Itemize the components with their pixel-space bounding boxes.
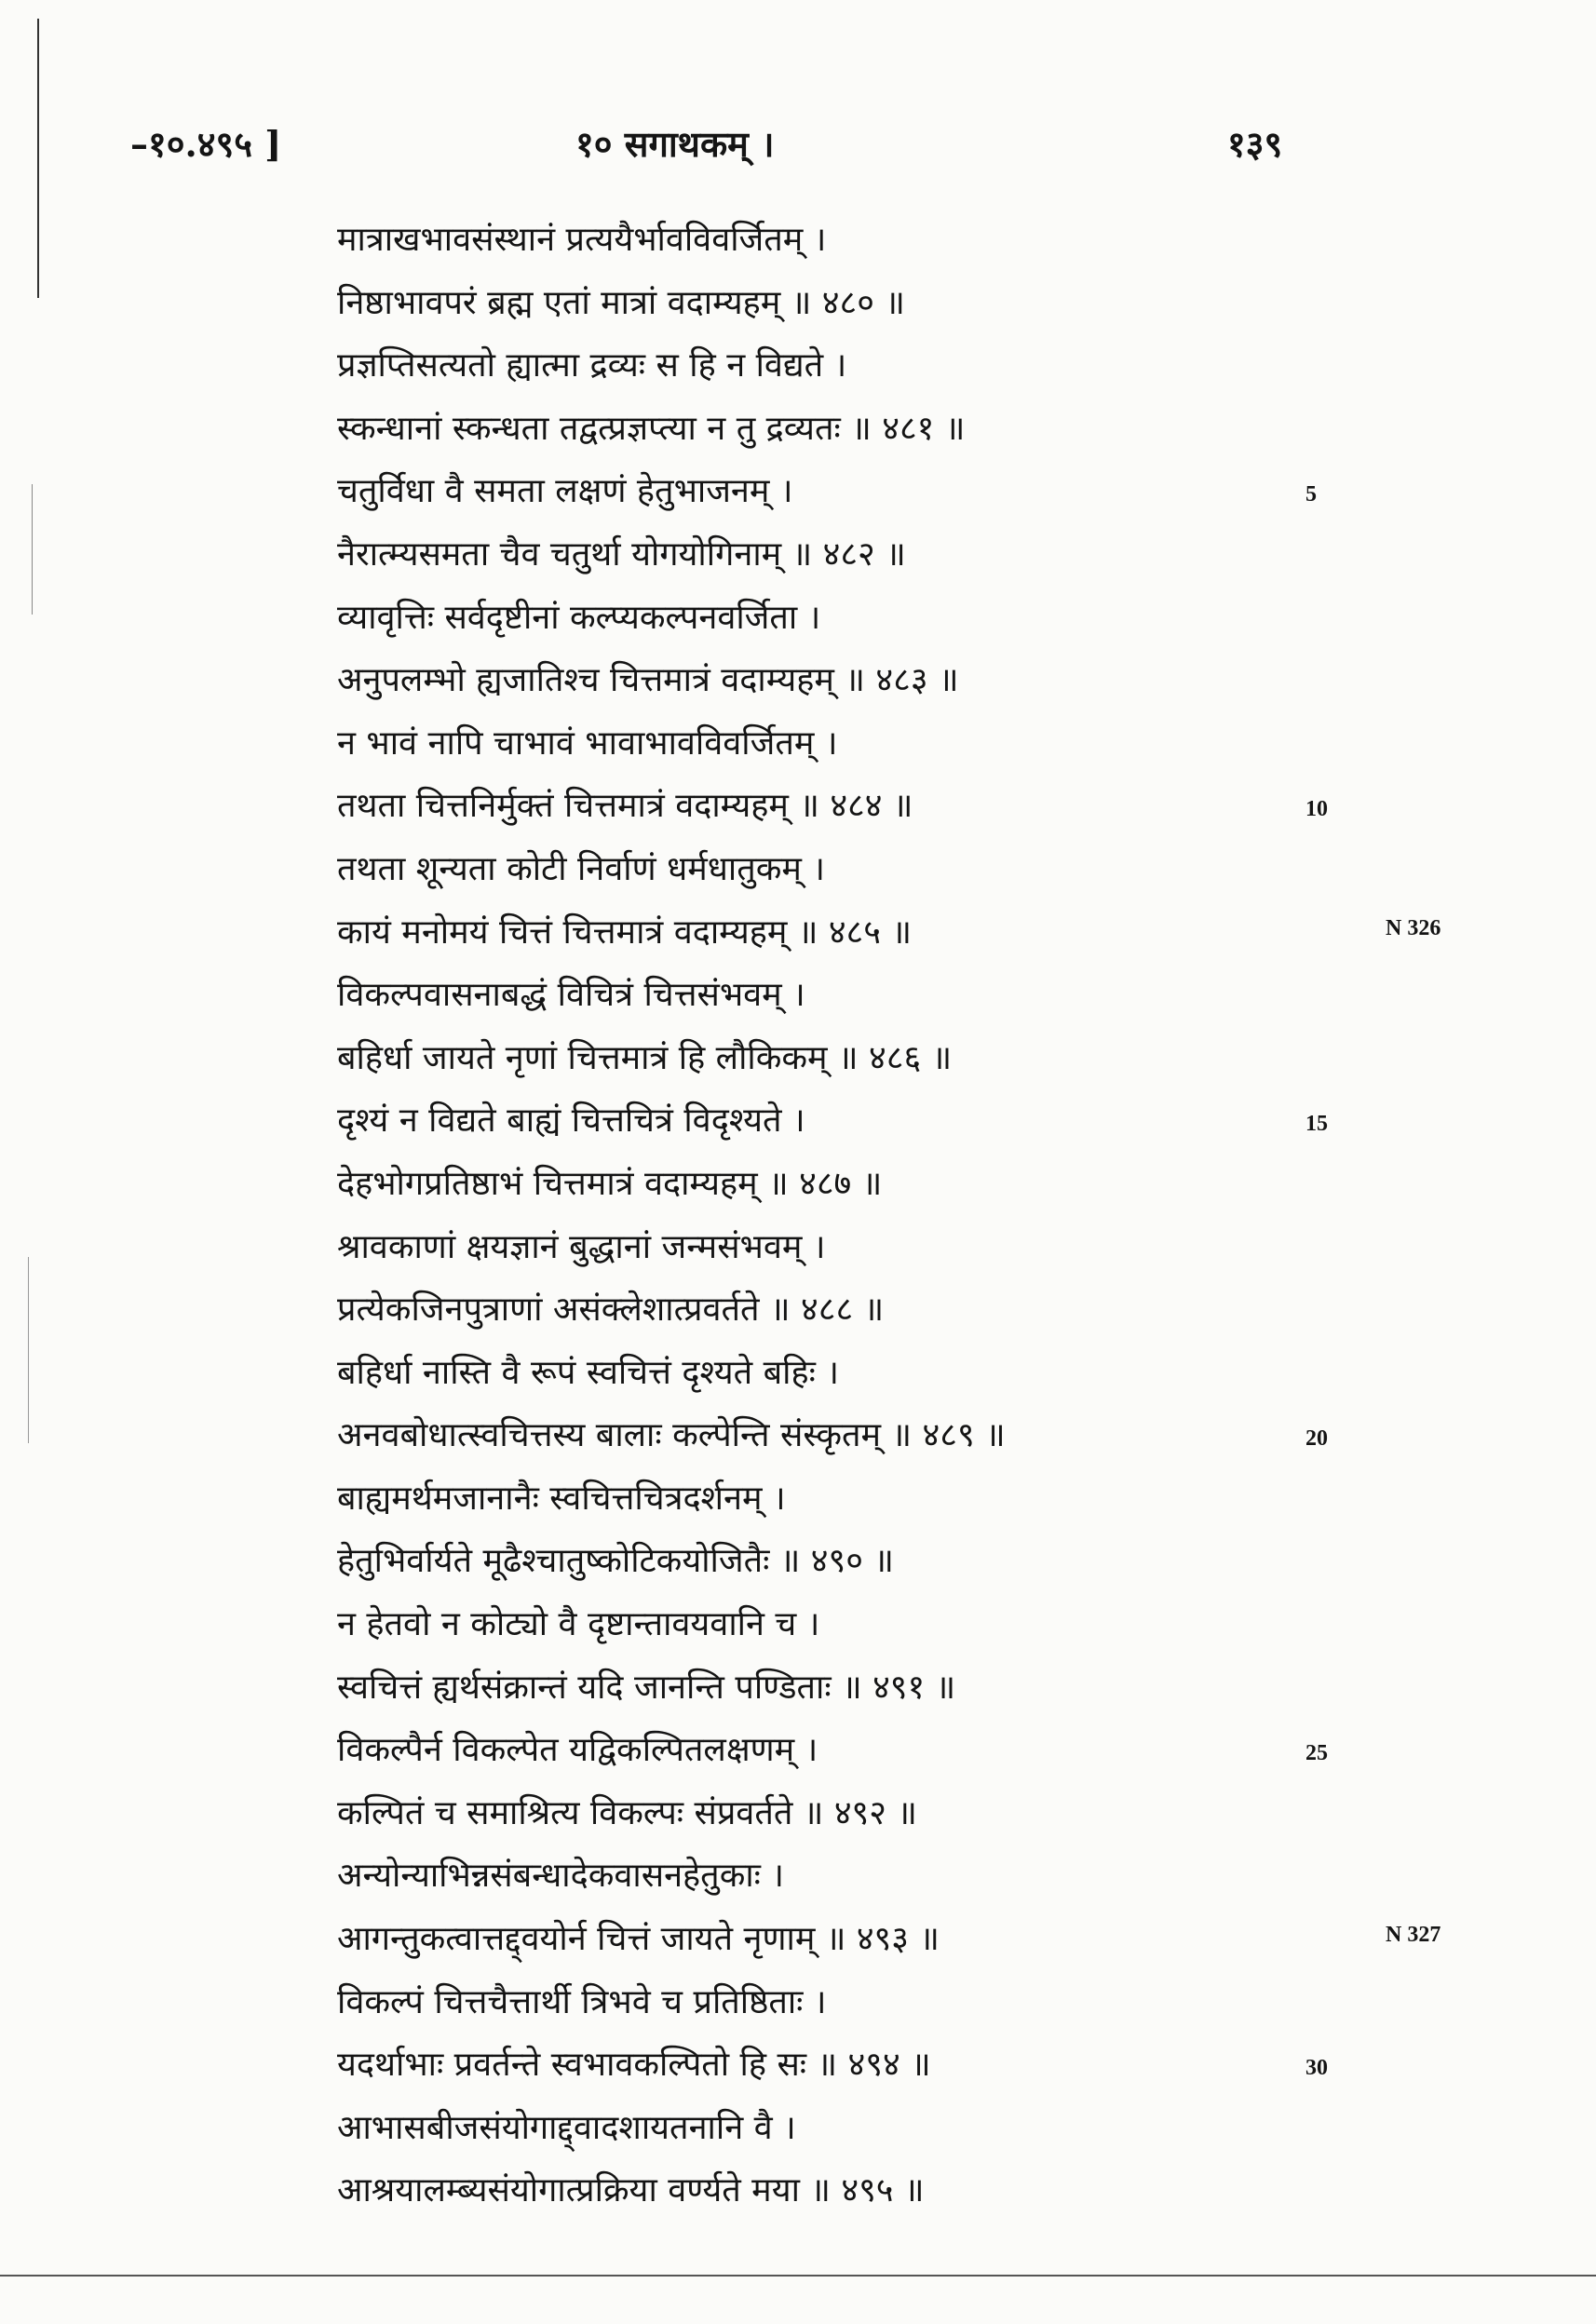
line-number: 15: [1305, 1112, 1328, 1137]
verse-line: व्यावृत्तिः सर्वदृष्टीनां कल्प्यकल्पनवर्जिता ।: [337, 598, 821, 637]
verse-line: अनुपलम्भो ह्यजातिश्च चित्तमात्रं वदाम्यहम् ॥ ४८३ ॥: [337, 661, 959, 700]
line-number: 30: [1305, 2056, 1328, 2081]
verse-line: श्रावकाणां क्षयज्ञानं बुद्धानां जन्मसंभवम् ।: [337, 1227, 826, 1266]
bottom-rule: [0, 2275, 1596, 2277]
verse-line: तथता चित्तनिर्मुक्तं चित्तमात्रं वदाम्यहम् ॥ ४८४ ॥: [337, 787, 913, 826]
verse-line: बहिर्धा नास्ति वै रूपं स्वचित्तं दृश्यते बहिः ।: [337, 1353, 839, 1392]
verse-line: प्रत्येकजिनपुत्राणां असंक्लेशात्प्रवर्तते ॥ ४८८ ॥: [337, 1290, 885, 1330]
margin-reference: N 327: [1386, 1923, 1441, 1948]
verse-line: न हेतवो न कोट्यो वै दृष्टान्तावयवानि च ।: [337, 1605, 820, 1644]
verse-line: अन्योन्याभिन्नसंबन्धादेकवासनहेतुकाः ।: [337, 1857, 785, 1896]
margin-reference: N 326: [1386, 915, 1441, 940]
line-number: 5: [1305, 482, 1317, 507]
verse-line: विकल्पैर्न विकल्पेत यद्विकल्पितलक्षणम् ।: [337, 1731, 818, 1770]
verse-line: कायं मनोमयं चित्तं चित्तमात्रं वदाम्यहम् ॥ ४८५ ॥: [337, 912, 913, 952]
verse-line: अनवबोधात्स्वचित्तस्य बालाः कल्पेन्ति संस्कृतम् ॥ ४८९ ॥: [337, 1416, 1006, 1455]
verse-line: विकल्पवासनाबद्धं विचित्रं चित्तसंभवम् ।: [337, 976, 805, 1015]
running-header: [0, 119, 1596, 175]
verse-line: निष्ठाभावपरं ब्रह्म एतां मात्रां वदाम्यहम् ॥ ४८० ॥: [337, 283, 905, 322]
verse-line: आश्रयालम्ब्यसंयोगात्प्रक्रिया वर्ण्यते मया ॥ ४९५ ॥: [337, 2171, 925, 2210]
scan-edge-mark: [28, 1257, 29, 1443]
verse-line: चतुर्विधा वै समता लक्षणं हेतुभाजनम् ।: [337, 472, 793, 511]
chapter-title: १० सगाथकम् ।: [575, 123, 775, 165]
verse-line: स्कन्धानां स्कन्धता तद्वत्प्रज्ञप्त्या न तु द्रव्यतः ॥ ४८१ ॥: [337, 409, 966, 448]
verse-line: विकल्पं चित्तचैत्तार्थी त्रिभवे च प्रतिष्ठिताः ।: [337, 1982, 827, 2021]
verse-line: आगन्तुकत्वात्तद्द्वयोर्न चित्तं जायते नृणाम् ॥ ४९३ ॥: [337, 1920, 940, 1959]
verse-range: –१०.४९५ ]: [130, 123, 282, 165]
verse-line: बहिर्धा जायते नृणां चित्तमात्रं हि लौकिकम् ॥ ४८६ ॥: [337, 1038, 953, 1077]
line-number: 10: [1305, 797, 1328, 822]
verse-line: कल्पितं च समाश्रित्य विकल्पः संप्रवर्तते ॥ ४९२ ॥: [337, 1793, 917, 1832]
verse-line: यदर्थाभाः प्रवर्तन्ते स्वभावकल्पितो हि सः ॥ ४९४ ॥: [337, 2046, 931, 2085]
page-number: १३९: [1227, 123, 1283, 165]
verse-line: न भावं नापि चाभावं भावाभावविवर्जितम् ।: [337, 723, 838, 763]
line-number: 20: [1305, 1426, 1328, 1452]
scan-edge-mark: [32, 484, 33, 615]
verse-line: तथता शून्यता कोटी निर्वाणं धर्मधातुकम् ।: [337, 849, 825, 888]
verse-line: प्रज्ञप्तिसत्यतो ह्यात्मा द्रव्यः स हि न विद्यते ।: [337, 346, 847, 385]
line-number: 25: [1305, 1741, 1328, 1766]
verse-line: आभासबीजसंयोगाद्द्वादशायतनानि वै ।: [337, 2108, 796, 2147]
verse-line: दृश्यं न विद्यते बाह्यं चित्तचित्रं विदृश्यते ।: [337, 1101, 805, 1141]
verse-line: स्वचित्तं ह्यर्थसंक्रान्तं यदि जानन्ति पण्डिताः ॥ ४९१ ॥: [337, 1668, 956, 1707]
verse-line: देहभोगप्रतिष्ठाभं चित्तमात्रं वदाम्यहम् ॥ ४८७ ॥: [337, 1164, 883, 1203]
verse-block: [337, 209, 1268, 2223]
verse-line: बाह्यमर्थमजानानैः स्वचित्तचित्रदर्शनम् ।: [337, 1479, 786, 1518]
verse-line: हेतुभिर्वार्यते मूढैश्चातुष्कोटिकयोजितैः ॥ ४९० ॥: [337, 1542, 894, 1581]
verse-line: मात्राखभावसंस्थानं प्रत्ययैर्भावविवर्जितम् ।: [337, 221, 827, 259]
verse-line: नैरात्म्यसमता चैव चतुर्था योगयोगिनाम् ॥ ४८२ ॥: [337, 534, 906, 574]
